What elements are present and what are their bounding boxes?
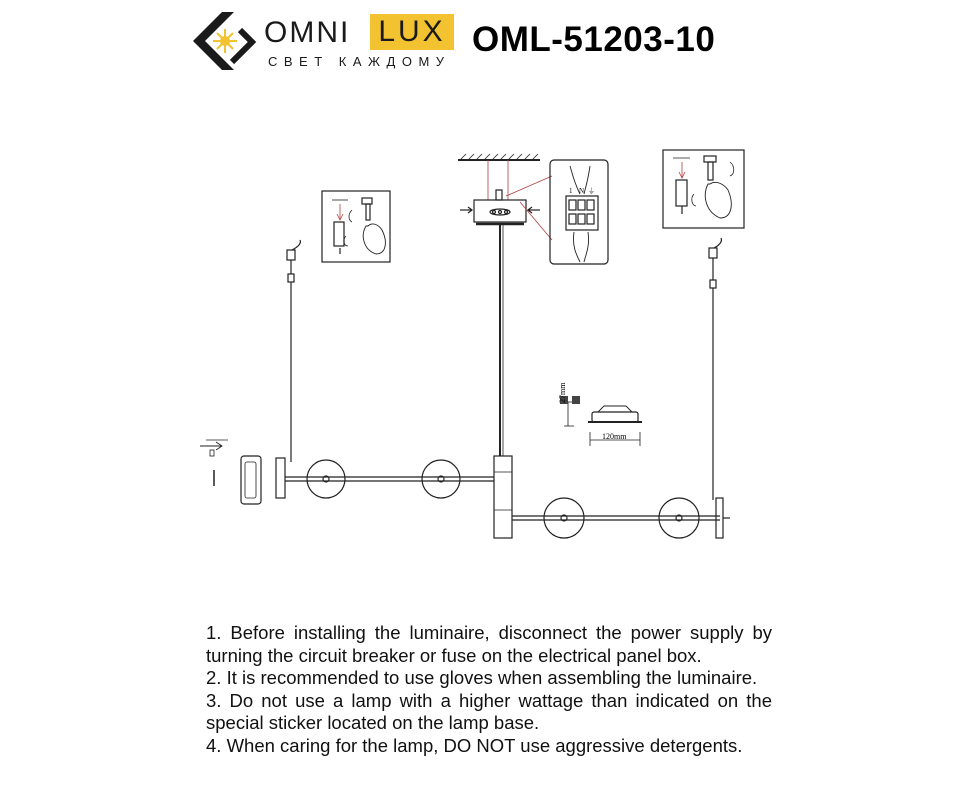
instruction-item: 2. It is recommended to use gloves when assembling the luminaire. xyxy=(206,667,758,689)
dimension-detail xyxy=(560,396,642,446)
height-dimension-label: 27mm xyxy=(558,382,567,403)
terminal-block-callout xyxy=(506,160,608,264)
model-number: OML-51203-10 xyxy=(472,20,716,59)
right-lamp-arm xyxy=(512,498,730,538)
end-cap-detail xyxy=(200,440,261,504)
width-dimension-label: 120mm xyxy=(602,432,627,441)
right-hanging-cable xyxy=(709,238,721,500)
brand-name-lux: LUX xyxy=(378,15,446,48)
brand-tagline: СВЕТ КАЖДОМУ xyxy=(268,54,451,69)
instruction-item: 1. Before installing the luminaire, disconnect the power supply by turning the circuit breaker or fuse on the electrical panel box. xyxy=(206,622,772,666)
central-body xyxy=(494,456,512,538)
cable-grip-detail-right xyxy=(663,150,744,228)
ceiling-mount xyxy=(458,154,540,224)
left-lamp-arm xyxy=(276,458,494,498)
terminal-label-n: N xyxy=(579,187,585,195)
cable-grip-detail-left xyxy=(322,191,390,262)
terminal-label-ground: ⏚ xyxy=(588,187,595,195)
safety-instructions xyxy=(206,622,772,758)
terminal-label-1: 1 xyxy=(569,187,573,195)
left-hanging-cable xyxy=(287,240,300,462)
instruction-item: 4. When caring for the lamp, DO NOT use aggressive detergents. xyxy=(206,734,743,756)
instruction-item: 3. Do not use a lamp with a higher wattage than indicated on the special sticker located on the lamp base. xyxy=(206,689,772,734)
brand-name-omni: OMNI xyxy=(264,16,351,49)
